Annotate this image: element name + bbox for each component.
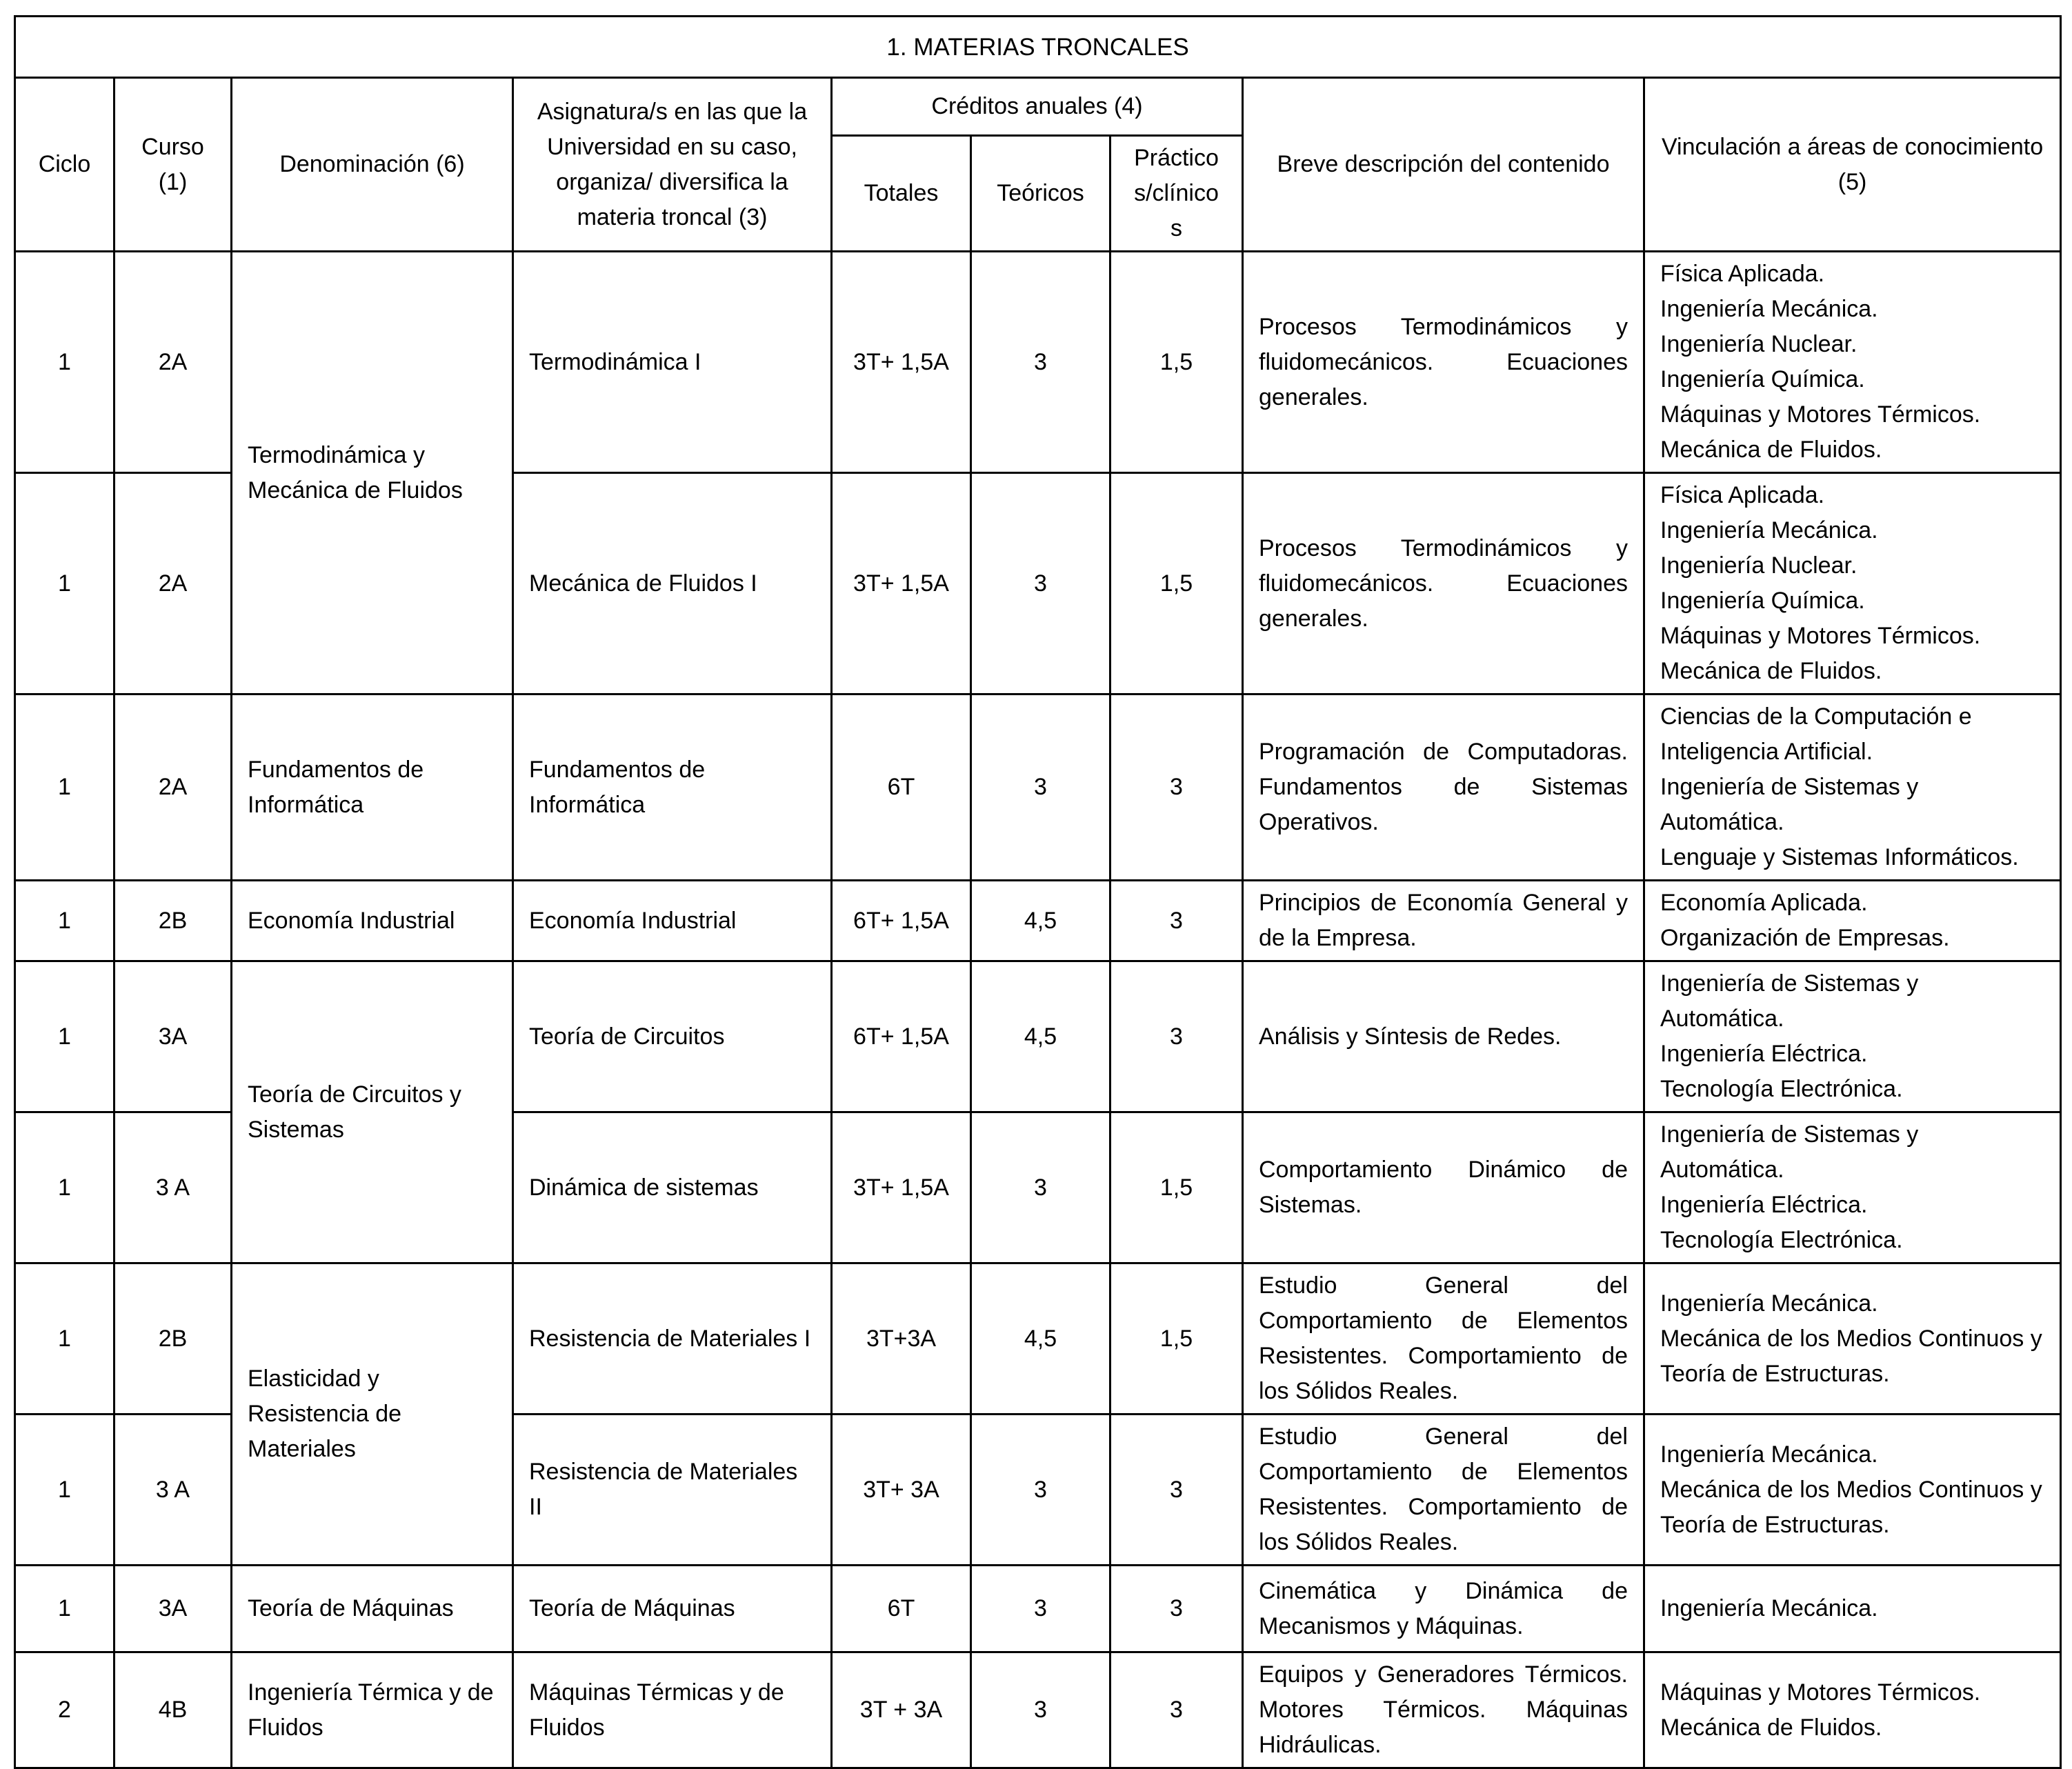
cell-ciclo: 1: [15, 961, 114, 1112]
table-row: [15, 252, 2061, 473]
vinculacion-line: Teoría de Estructuras.: [1660, 1360, 1890, 1387]
header-curso: Curso (1): [114, 78, 232, 252]
cell-vinculacion: [1644, 694, 2061, 881]
cell-ciclo: 1: [15, 1112, 114, 1263]
vinculacion-line: Tecnología Electrónica.: [1660, 1076, 1903, 1102]
cell-asignatura: Máquinas Térmicas y de Fluidos: [513, 1652, 832, 1768]
cell-vinculacion: [1644, 961, 2061, 1112]
cell-vinculacion: [1644, 1112, 2061, 1263]
vinculacion-line: Física Aplicada.: [1660, 261, 1825, 287]
cell-ciclo: 1: [15, 473, 114, 694]
vinculacion-line: Ingeniería Mecánica.: [1660, 517, 1878, 543]
cell-descripcion: Principios de Economía General y de la Empresa.: [1243, 881, 1644, 961]
cell-asignatura: Economía Industrial: [513, 881, 832, 961]
header-practicos: Práctico s/clínico s: [1110, 136, 1243, 252]
cell-asignatura: Termodinámica I: [513, 252, 832, 473]
cell-teoricos: 4,5: [971, 1263, 1110, 1415]
cell-denominacion: Ingeniería Térmica y de Fluidos: [232, 1652, 513, 1768]
cell-vinculacion: [1644, 881, 2061, 961]
cell-denominacion: Teoría de Circuitos y Sistemas: [232, 961, 513, 1263]
cell-descripcion: Estudio General del Comportamiento de Elementos Resistentes. Comportamiento de los Sólidos Reales.: [1243, 1263, 1644, 1415]
cell-vinculacion: [1644, 473, 2061, 694]
cell-practicos: 1,5: [1110, 1263, 1243, 1415]
header-denominacion: Denominación (6): [232, 78, 513, 252]
cell-ciclo: 1: [15, 1263, 114, 1415]
cell-curso: 3A: [114, 961, 232, 1112]
cell-curso: 2B: [114, 1263, 232, 1415]
cell-descripcion: Estudio General del Comportamiento de Elementos Resistentes. Comportamiento de los Sólidos Reales.: [1243, 1415, 1644, 1566]
cell-denominacion: Teoría de Máquinas: [232, 1566, 513, 1652]
cell-totales: 6T: [832, 694, 971, 881]
table-row: [15, 1263, 2061, 1415]
vinculacion-line: Ingeniería de Sistemas y Automática.: [1660, 1121, 1919, 1183]
cell-curso: 2B: [114, 881, 232, 961]
cell-vinculacion: [1644, 1566, 2061, 1652]
vinculacion-line: Ingeniería Química.: [1660, 366, 1865, 392]
cell-totales: 3T+ 1,5A: [832, 1112, 971, 1263]
cell-vinculacion: [1644, 1652, 2061, 1768]
cell-vinculacion: [1644, 1263, 2061, 1415]
cell-teoricos: 3: [971, 252, 1110, 473]
cell-vinculacion: [1644, 252, 2061, 473]
cell-ciclo: 1: [15, 252, 114, 473]
cell-totales: 6T+ 1,5A: [832, 961, 971, 1112]
vinculacion-line: Tecnología Electrónica.: [1660, 1227, 1903, 1253]
header-vinculacion: Vinculación a áreas de conocimiento (5): [1644, 78, 2061, 252]
cell-asignatura: Resistencia de Materiales I: [513, 1263, 832, 1415]
cell-practicos: 3: [1110, 1652, 1243, 1768]
cell-ciclo: 2: [15, 1652, 114, 1768]
cell-descripcion: Cinemática y Dinámica de Mecanismos y Máquinas.: [1243, 1566, 1644, 1652]
cell-curso: 2A: [114, 473, 232, 694]
table-row: [15, 961, 2061, 1112]
vinculacion-line: Ingeniería de Sistemas y Automática.: [1660, 970, 1919, 1032]
cell-denominacion: Fundamentos de Informática: [232, 694, 513, 881]
cell-denominacion: Termodinámica y Mecánica de Fluidos: [232, 252, 513, 694]
cell-teoricos: 3: [971, 1415, 1110, 1566]
table-row: [15, 881, 2061, 961]
cell-descripcion: Equipos y Generadores Térmicos. Motores Térmicos. Máquinas Hidráulicas.: [1243, 1652, 1644, 1768]
table-title: 1. MATERIAS TRONCALES: [15, 17, 2061, 78]
vinculacion-line: Ingeniería Nuclear.: [1660, 331, 1857, 357]
cell-curso: 3A: [114, 1566, 232, 1652]
cell-practicos: 1,5: [1110, 473, 1243, 694]
cell-totales: 3T + 3A: [832, 1652, 971, 1768]
header-teoricos: Teóricos: [971, 136, 1110, 252]
cell-ciclo: 1: [15, 881, 114, 961]
vinculacion-line: Teoría de Estructuras.: [1660, 1511, 1890, 1538]
vinculacion-line: Mecánica de los Medios Continuos y: [1660, 1325, 2042, 1352]
cell-descripcion: Análisis y Síntesis de Redes.: [1243, 961, 1644, 1112]
vinculacion-line: Máquinas y Motores Térmicos.: [1660, 623, 1981, 649]
cell-asignatura: Teoría de Circuitos: [513, 961, 832, 1112]
vinculacion-line: Lenguaje y Sistemas Informáticos.: [1660, 844, 2019, 870]
cell-teoricos: 3: [971, 694, 1110, 881]
cell-teoricos: 3: [971, 1652, 1110, 1768]
cell-denominacion: Elasticidad y Resistencia de Materiales: [232, 1263, 513, 1566]
cell-teoricos: 4,5: [971, 961, 1110, 1112]
cell-teoricos: 3: [971, 1112, 1110, 1263]
cell-practicos: 3: [1110, 961, 1243, 1112]
cell-curso: 3 A: [114, 1415, 232, 1566]
cell-curso: 2A: [114, 694, 232, 881]
vinculacion-line: Ingeniería Mecánica.: [1660, 1290, 1878, 1317]
vinculacion-line: Ingeniería Nuclear.: [1660, 552, 1857, 579]
vinculacion-line: Organización de Empresas.: [1660, 925, 1950, 951]
table-row: [15, 694, 2061, 881]
vinculacion-line: Ingeniería Mecánica.: [1660, 1595, 1878, 1621]
cell-ciclo: 1: [15, 1566, 114, 1652]
cell-asignatura: Mecánica de Fluidos I: [513, 473, 832, 694]
cell-curso: 3 A: [114, 1112, 232, 1263]
vinculacion-line: Ingeniería Eléctrica.: [1660, 1192, 1868, 1218]
vinculacion-line: Ingeniería de Sistemas y Automática.: [1660, 774, 1919, 835]
vinculacion-line: Física Aplicada.: [1660, 482, 1825, 508]
cell-asignatura: Dinámica de sistemas: [513, 1112, 832, 1263]
cell-descripcion: Procesos Termodinámicos y fluidomecánicos. Ecuaciones generales.: [1243, 252, 1644, 473]
vinculacion-line: Ingeniería Eléctrica.: [1660, 1041, 1868, 1067]
cell-totales: 6T: [832, 1566, 971, 1652]
cell-asignatura: Fundamentos de Informática: [513, 694, 832, 881]
cell-practicos: 3: [1110, 1415, 1243, 1566]
vinculacion-line: Mecánica de Fluidos.: [1660, 658, 1882, 684]
vinculacion-line: Máquinas y Motores Térmicos.: [1660, 1679, 1981, 1706]
header-ciclo: Ciclo: [15, 78, 114, 252]
cell-ciclo: 1: [15, 1415, 114, 1566]
cell-vinculacion: [1644, 1415, 2061, 1566]
cell-totales: 3T+ 1,5A: [832, 252, 971, 473]
cell-ciclo: 1: [15, 694, 114, 881]
cell-totales: 6T+ 1,5A: [832, 881, 971, 961]
materias-table: [14, 15, 2062, 1769]
cell-teoricos: 4,5: [971, 881, 1110, 961]
table-row: [15, 1652, 2061, 1768]
cell-totales: 3T+ 1,5A: [832, 473, 971, 694]
vinculacion-line: Mecánica de Fluidos.: [1660, 1714, 1882, 1741]
header-totales: Totales: [832, 136, 971, 252]
vinculacion-line: Ciencias de la Computación e: [1660, 703, 1972, 730]
cell-practicos: 1,5: [1110, 252, 1243, 473]
vinculacion-line: Ingeniería Mecánica.: [1660, 296, 1878, 322]
cell-asignatura: Resistencia de Materiales II: [513, 1415, 832, 1566]
cell-descripcion: Procesos Termodinámicos y fluidomecánicos. Ecuaciones generales.: [1243, 473, 1644, 694]
vinculacion-line: Mecánica de Fluidos.: [1660, 437, 1882, 463]
vinculacion-line: Ingeniería Química.: [1660, 588, 1865, 614]
document-sheet: [14, 15, 2062, 1769]
cell-totales: 3T+3A: [832, 1263, 971, 1415]
cell-descripcion: Programación de Computadoras. Fundamentos de Sistemas Operativos.: [1243, 694, 1644, 881]
cell-teoricos: 3: [971, 1566, 1110, 1652]
cell-practicos: 1,5: [1110, 1112, 1243, 1263]
cell-totales: 3T+ 3A: [832, 1415, 971, 1566]
vinculacion-line: Inteligencia Artificial.: [1660, 739, 1873, 765]
header-asignatura: Asignatura/s en las que la Universidad en su caso, organiza/ diversifica la materia troncal (3): [513, 78, 832, 252]
vinculacion-line: Ingeniería Mecánica.: [1660, 1441, 1878, 1468]
cell-practicos: 3: [1110, 881, 1243, 961]
header-creditos: Créditos anuales (4): [832, 78, 1243, 136]
vinculacion-line: Economía Aplicada.: [1660, 890, 1868, 916]
table-body: [15, 252, 2061, 1768]
cell-denominacion: Economía Industrial: [232, 881, 513, 961]
cell-practicos: 3: [1110, 694, 1243, 881]
cell-teoricos: 3: [971, 473, 1110, 694]
vinculacion-line: Mecánica de los Medios Continuos y: [1660, 1476, 2042, 1503]
cell-descripcion: Comportamiento Dinámico de Sistemas.: [1243, 1112, 1644, 1263]
vinculacion-line: Máquinas y Motores Térmicos.: [1660, 401, 1981, 428]
cell-asignatura: Teoría de Máquinas: [513, 1566, 832, 1652]
header-descripcion: Breve descripción del contenido: [1243, 78, 1644, 252]
cell-curso: 4B: [114, 1652, 232, 1768]
cell-curso: 2A: [114, 252, 232, 473]
cell-practicos: 3: [1110, 1566, 1243, 1652]
table-row: [15, 1566, 2061, 1652]
